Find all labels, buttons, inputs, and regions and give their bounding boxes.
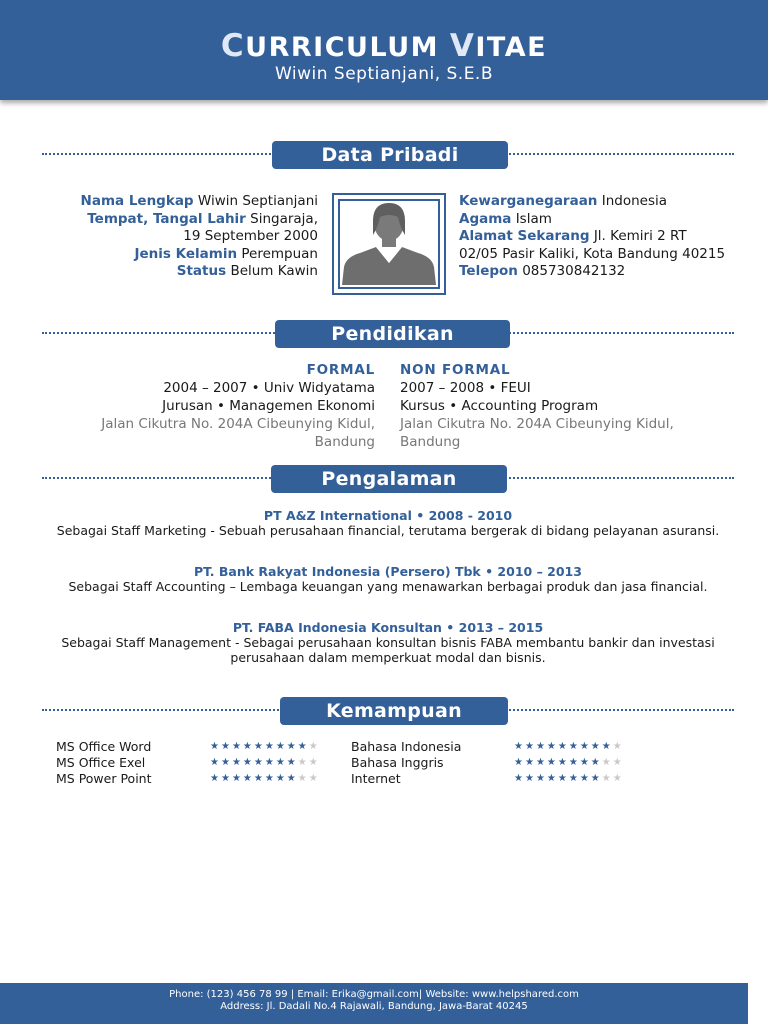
- experience-title: PT A&Z International • 2008 - 2010: [263, 508, 513, 523]
- star-filled-icon: ★: [568, 757, 578, 768]
- star-empty-icon: ★: [297, 773, 307, 784]
- gender-row: [40, 246, 318, 264]
- star-filled-icon: ★: [514, 757, 523, 768]
- skill-name: Internet: [351, 771, 401, 786]
- star-filled-icon: ★: [220, 773, 230, 784]
- star-filled-icon: ★: [275, 741, 285, 752]
- experience-title: PT. FABA Indonesia Konsultan • 2013 – 2015: [232, 620, 544, 635]
- header-banner: [0, 0, 768, 100]
- star-filled-icon: ★: [514, 773, 523, 784]
- star-filled-icon: ★: [514, 741, 523, 752]
- address-value: Jl. Kemiri 2 RT 02/05 Pasir Kaliki, Kota Bandung 40215: [459, 228, 726, 262]
- experience-item: [40, 508, 736, 538]
- education-formal-period: 2004 – 2007 • Univ Widyatama: [163, 380, 375, 396]
- star-empty-icon: ★: [601, 773, 611, 784]
- status-value: Belum Kawin: [230, 263, 318, 279]
- star-filled-icon: ★: [297, 741, 307, 752]
- star-filled-icon: ★: [231, 773, 241, 784]
- experience-desc: Sebagai Staff Accounting – Lembaga keuangan yang menawarkan berbagai produk dan jasa financial.: [68, 579, 708, 594]
- citizenship-value: Indonesia: [601, 193, 668, 209]
- star-empty-icon: ★: [308, 773, 318, 784]
- birth-date-row: 19 September 2000: [183, 228, 318, 244]
- section-header-experience: [42, 465, 734, 493]
- star-rating: [210, 755, 320, 771]
- title-part-2: ITAE: [475, 32, 548, 63]
- star-filled-icon: ★: [242, 741, 252, 752]
- star-filled-icon: ★: [557, 757, 567, 768]
- section-label-education: Pendidikan: [275, 320, 510, 348]
- gender-label: Jenis Kelamin: [134, 245, 238, 262]
- star-filled-icon: ★: [286, 757, 296, 768]
- star-filled-icon: ★: [220, 741, 230, 752]
- education-type-formal: FORMAL: [306, 362, 375, 378]
- section-header-personal: [42, 141, 734, 169]
- star-filled-icon: ★: [210, 757, 219, 768]
- skill-name: MS Office Exel: [56, 755, 146, 770]
- skill-row: [56, 739, 346, 755]
- religion-value: Islam: [515, 210, 552, 227]
- skill-name: MS Office Word: [56, 739, 152, 754]
- star-rating: [210, 739, 320, 755]
- section-header-skills: [42, 697, 734, 725]
- education-nonformal-period: 2007 – 2008 • FEUI: [400, 380, 531, 396]
- star-filled-icon: ★: [264, 741, 274, 752]
- section-label-experience: Pengalaman: [271, 465, 507, 493]
- skills-right-column: [351, 739, 651, 787]
- experience-item: [40, 564, 736, 594]
- star-rating: [210, 771, 320, 787]
- star-filled-icon: ★: [220, 757, 230, 768]
- birth-place-value: Singaraja,: [250, 210, 318, 227]
- status-row: [40, 263, 318, 281]
- star-filled-icon: ★: [568, 741, 578, 752]
- star-filled-icon: ★: [210, 773, 219, 784]
- skill-name: Bahasa Indonesia: [351, 739, 462, 754]
- star-empty-icon: ★: [601, 757, 611, 768]
- star-filled-icon: ★: [568, 773, 578, 784]
- personal-info-right: [459, 193, 729, 281]
- religion-row: [459, 211, 729, 229]
- address-row: [459, 228, 729, 263]
- footer-contact-line: Phone: (123) 456 78 99 | Email: Erika@gmail.com| Website: www.helpshared.com: [169, 989, 579, 1000]
- star-filled-icon: ★: [579, 757, 589, 768]
- star-filled-icon: ★: [275, 773, 285, 784]
- star-filled-icon: ★: [275, 757, 285, 768]
- star-filled-icon: ★: [524, 757, 534, 768]
- education-formal-address: Jalan Cikutra No. 204A Cibeunying Kidul, Bandung: [101, 416, 375, 450]
- star-filled-icon: ★: [579, 773, 589, 784]
- star-filled-icon: ★: [535, 741, 545, 752]
- skill-row: [56, 755, 346, 771]
- skill-row: [351, 755, 651, 771]
- title-initial-v: V: [449, 28, 476, 64]
- star-empty-icon: ★: [612, 757, 622, 768]
- religion-label: Agama: [459, 210, 512, 227]
- star-filled-icon: ★: [546, 773, 556, 784]
- star-filled-icon: ★: [601, 741, 611, 752]
- star-filled-icon: ★: [590, 741, 600, 752]
- star-filled-icon: ★: [253, 757, 263, 768]
- star-filled-icon: ★: [264, 773, 274, 784]
- star-filled-icon: ★: [231, 757, 241, 768]
- star-filled-icon: ★: [253, 741, 263, 752]
- star-filled-icon: ★: [546, 741, 556, 752]
- star-filled-icon: ★: [231, 741, 241, 752]
- experience-desc: Sebagai Staff Management - Sebagai perusahaan konsultan bisnis FABA membantu bankir dan investasi perusahaan dalam memperkuat modal dan bisnis.: [61, 635, 715, 665]
- education-formal-major: Jurusan • Managemen Ekonomi: [162, 398, 375, 414]
- title-part-1: URRICULUM: [245, 32, 450, 63]
- skill-row: [56, 771, 346, 787]
- star-filled-icon: ★: [557, 741, 567, 752]
- skill-name: MS Power Point: [56, 771, 152, 786]
- status-label: Status: [176, 263, 227, 279]
- person-silhouette-icon: [340, 201, 438, 285]
- star-filled-icon: ★: [546, 757, 556, 768]
- gender-value: Perempuan: [241, 245, 318, 262]
- phone-label: Telepon: [459, 263, 518, 279]
- skill-name: Bahasa Inggris: [351, 755, 444, 770]
- education-nonformal-course: Kursus • Accounting Program: [400, 398, 599, 414]
- star-filled-icon: ★: [524, 741, 534, 752]
- citizenship-row: [459, 193, 729, 211]
- footer-address-line: Address: Jl. Dadali No.4 Rajawali, Bandung, Jawa-Barat 40245: [220, 1001, 528, 1012]
- star-filled-icon: ★: [253, 773, 263, 784]
- star-empty-icon: ★: [297, 757, 307, 768]
- star-filled-icon: ★: [535, 757, 545, 768]
- experience-title: PT. Bank Rakyat Indonesia (Persero) Tbk • 2010 – 2013: [194, 564, 582, 579]
- avatar: [338, 199, 440, 289]
- footer-contact: [0, 983, 748, 1024]
- citizenship-label: Kewarganegaraan: [459, 193, 598, 209]
- star-filled-icon: ★: [524, 773, 534, 784]
- experience-item: [40, 620, 736, 665]
- star-rating: [514, 739, 624, 755]
- star-filled-icon: ★: [590, 773, 600, 784]
- phone-value: 085730842132: [522, 263, 626, 279]
- star-filled-icon: ★: [210, 741, 219, 752]
- full-name-value: Wiwin Septianjani: [197, 193, 318, 209]
- skill-row: [351, 771, 651, 787]
- star-filled-icon: ★: [264, 757, 274, 768]
- section-label-personal: Data Pribadi: [272, 141, 508, 169]
- education-nonformal: [400, 361, 730, 451]
- star-empty-icon: ★: [612, 773, 622, 784]
- title-initial-c: C: [220, 28, 246, 64]
- star-rating: [514, 755, 624, 771]
- education-formal: [40, 361, 375, 451]
- star-filled-icon: ★: [535, 773, 545, 784]
- star-filled-icon: ★: [286, 741, 296, 752]
- skills-left-column: [56, 739, 346, 787]
- star-empty-icon: ★: [308, 757, 318, 768]
- section-header-education: [42, 320, 734, 348]
- experience-desc: Sebagai Staff Marketing - Sebuah perusahaan financial, terutama bergerak di bidang pelayanan asuransi.: [56, 523, 720, 538]
- birth-label: Tempat, Tangal Lahir: [87, 210, 246, 227]
- birth-row: [40, 211, 318, 229]
- full-name-label: Nama Lengkap: [80, 193, 194, 209]
- star-filled-icon: ★: [286, 773, 296, 784]
- star-filled-icon: ★: [242, 757, 252, 768]
- profile-photo-frame: [332, 193, 446, 295]
- star-empty-icon: ★: [308, 741, 318, 752]
- education-nonformal-address: Jalan Cikutra No. 204A Cibeunying Kidul, Bandung: [400, 416, 674, 450]
- candidate-name: Wiwin Septianjani, S.E.B: [274, 64, 494, 84]
- section-label-skills: Kemampuan: [280, 697, 508, 725]
- address-label: Alamat Sekarang: [459, 228, 590, 244]
- star-filled-icon: ★: [590, 757, 600, 768]
- education-type-nonformal: NON FORMAL: [400, 362, 511, 378]
- star-rating: [514, 771, 624, 787]
- skill-row: [351, 739, 651, 755]
- star-filled-icon: ★: [579, 741, 589, 752]
- page-title: [0, 30, 768, 64]
- star-filled-icon: ★: [242, 773, 252, 784]
- star-empty-icon: ★: [612, 741, 622, 752]
- phone-row: [459, 263, 729, 281]
- personal-info-left: [40, 193, 318, 281]
- full-name-row: [40, 193, 318, 211]
- star-filled-icon: ★: [557, 773, 567, 784]
